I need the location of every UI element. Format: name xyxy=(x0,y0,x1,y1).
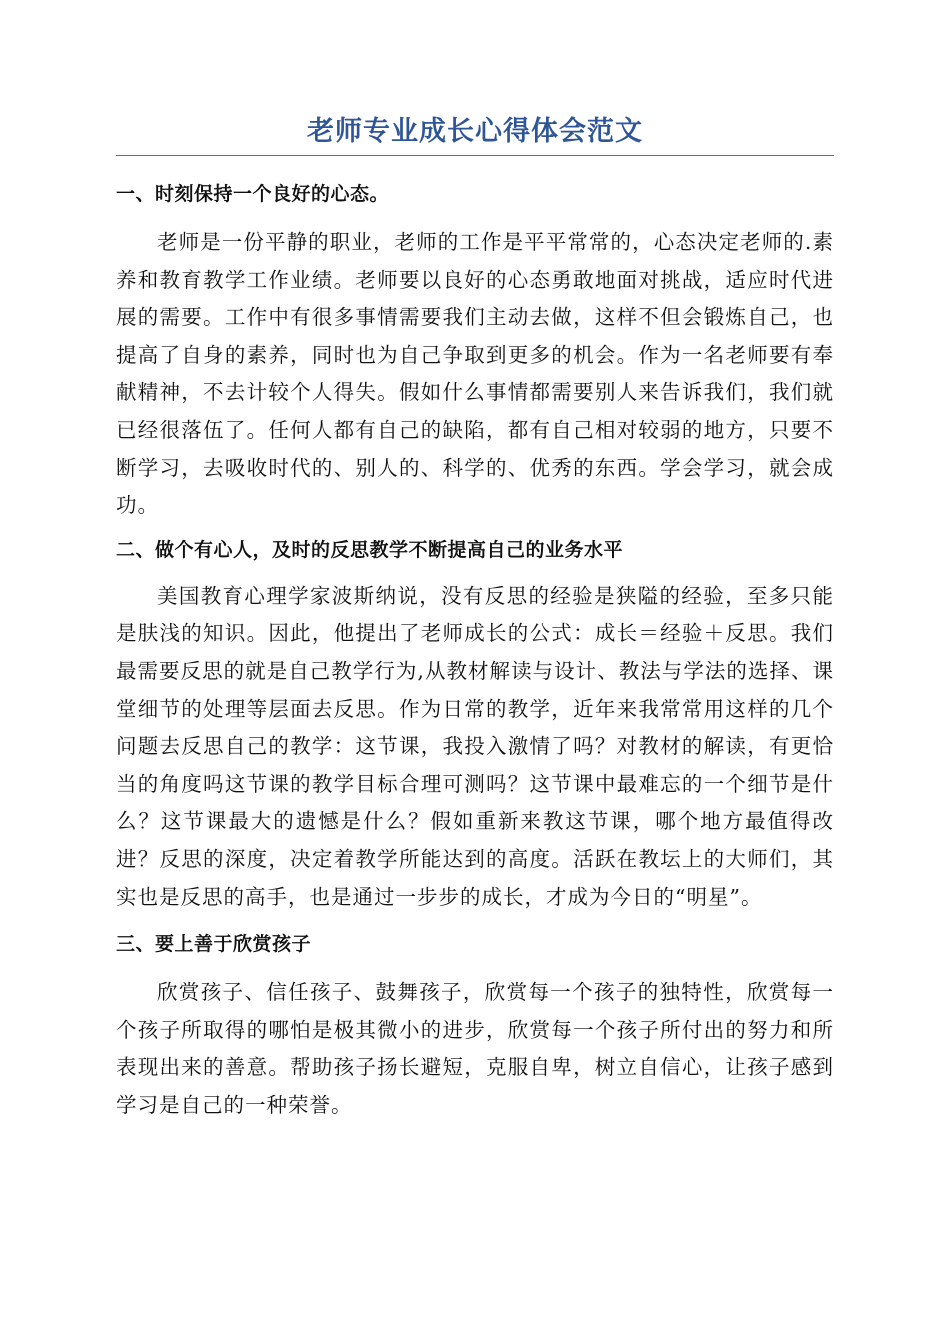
section-paragraph-2: 美国教育心理学家波斯纳说，没有反思的经验是狭隘的经验，至多只能是肤浅的知识。因此，他提出了老师成长的公式：成长＝经验＋反思。我们最需要反思的就是自己教学行为,从教材解读与设计、教法与学法的选择、课堂细节的处理等层面去反思。作为日常的教学，近年来我常常用这样的几个问题去反思自己的教学：这节课，我投入激情了吗？对教材的解读，有更恰当的角度吗这节课的教学目标合理可测吗？这节课中最难忘的一个细节是什么？这节课最大的遗憾是什么？假如重新来教这节课，哪个地方最值得改进？反思的深度，决定着教学所能达到的高度。活跃在教坛上的大师们，其实也是反思的高手，也是通过一步步的成长，才成为今日的“明星”。 xyxy=(116,583,834,909)
section-heading-3: 三、要上善于欣赏孩子 xyxy=(116,933,312,956)
section-heading-2: 二、做个有心人，及时的反思教学不断提高自己的业务水平 xyxy=(116,538,624,561)
section-paragraph-1: 老师是一份平静的职业，老师的工作是平平常常的，心态决定老师的.素养和教育教学工作业绩。老师要以良好的心态勇敢地面对挑战，适应时代进展的需要。工作中有很多事情需要我们主动去做，这样不但会锻炼自己，也提高了自身的素养，同时也为自己争取到更多的机会。作为一名老师要有奉献精神，不去计较个人得失。假如什么事情都需要别人来告诉我们，我们就已经很落伍了。任何人都有自己的缺陷，都有自己相对较弱的地方，只要不断学习，去吸收时代的、别人的、科学的、优秀的东西。学会学习，就会成功。 xyxy=(116,230,834,518)
section-paragraph-3: 欣赏孩子、信任孩子、鼓舞孩子，欣赏每一个孩子的独特性，欣赏每一个孩子所取得的哪怕是极其微小的进步，欣赏每一个孩子所付出的努力和所表现出来的善意。帮助孩子扬长避短，克服自卑，树立自信心，让孩子感到学习是自己的一种荣誉。 xyxy=(116,980,834,1117)
title-divider xyxy=(116,155,834,156)
document-title: 老师专业成长心得体会范文 xyxy=(307,116,643,147)
document-page xyxy=(116,112,834,1124)
section-heading-1: 一、时刻保持一个良好的心态。 xyxy=(116,183,390,205)
